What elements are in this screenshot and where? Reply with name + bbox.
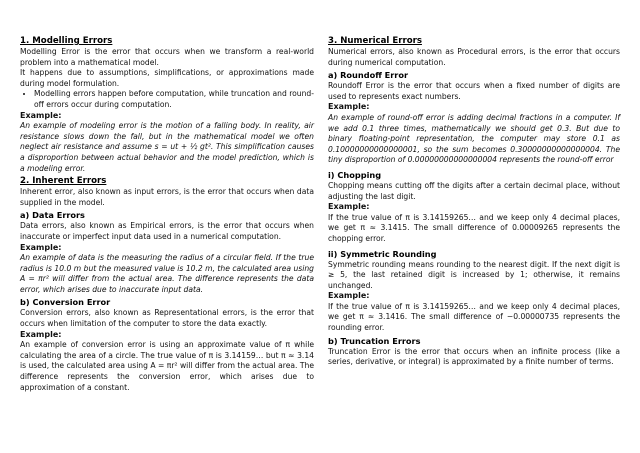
data-errors-example: An example of data is the measuring the radius of a circular field. If the true radius is 10.0 m but the measured value is 10.2 m, the calculated area using A = πr² will differ from the actual area. The difference represents the data error, which arises due to inaccurate input data.: [20, 253, 314, 294]
conversion-error-heading: b) Conversion Error: [20, 297, 111, 308]
numerical-definition: Numerical errors, also known as Procedural errors, is the error that occurs during numerical computation.: [328, 47, 620, 67]
symmetric-rounding-example: If the true value of π is 3.14159265… and we keep only 4 decimal places, we get π ≈ 3.1416. The small difference of −0.00000735 represents the rounding error.: [328, 301, 620, 333]
roundoff-example: An example of round-off error is adding decimal fractions in a computer. If we add 0.1 three times, mathematically we should get 0.3. But due to binary floating-point representation, the computer may store 0.1 as 0.10000000000000001, so the sum becomes 0.30000000000000004. The tiny disproportion of 0.00000000000000004 represents the round-off error: [328, 112, 620, 165]
data-errors-heading: a) Data Errors: [20, 210, 85, 221]
modelling-happens: It happens due to assumptions, simplifications, or approximations made during model formulation.: [20, 68, 314, 88]
modelling-bullet-list: [20, 89, 314, 110]
roundoff-error-heading: a) Roundoff Error: [328, 70, 409, 81]
chopping-example-label: Example:: [328, 202, 370, 212]
symmetric-rounding-definition: Symmetric rounding means rounding to the nearest digit. If the next digit is ≥ 5, the last retained digit is increased by 1; otherwise, it remains unchanged.: [328, 259, 620, 290]
inherent-errors-heading: 2. Inherent Errors: [20, 176, 107, 187]
symmetric-rounding-heading: ii) Symmetric Rounding: [328, 248, 437, 259]
data-errors-definition: Data errors, also known as Empirical errors, is the error that occurs when inaccurate or imperfect input data used in a numerical computation.: [20, 221, 314, 241]
data-errors-example-label: Example:: [20, 242, 62, 252]
modelling-example-label: Example:: [20, 110, 62, 120]
modelling-definition: Modelling Error is the error that occurs when we transform a real-world problem into a mathematical model.: [20, 47, 314, 67]
conversion-error-example: An example of conversion error is using an approximate value of π while calculating the area of a circle. The true value of π is 3.14159… but π ≈ 3.14 is used, the calculated area using A = πr² will differ from the actual area. The difference represents the conversion error, which arises due to approximation of a constant.: [20, 340, 314, 392]
truncation-errors-heading: b) Truncation Errors: [328, 335, 421, 346]
modelling-errors-heading: 1. Modelling Errors: [20, 36, 113, 46]
chopping-heading: i) Chopping: [328, 169, 382, 180]
right-column: [328, 36, 620, 368]
truncation-errors-definition: Truncation Error is the error that occurs when an infinite process (like a series, derivative, or integral) is approximated by a finite number of terms.: [328, 346, 620, 367]
numerical-errors-heading: 3. Numerical Errors: [328, 36, 422, 46]
chopping-example: If the true value of π is 3.14159265… and we keep only 4 decimal places, we get π ≈ 3.1415. The small difference of 0.00009265 represents the chopping error.: [328, 212, 620, 243]
conversion-error-definition: Conversion errors, also known as Representational errors, is the error that occurs when limitation of the computer to store the data exactly.: [20, 308, 314, 329]
chopping-definition: Chopping means cutting off the digits after a certain decimal place, without adjusting the last digit.: [328, 180, 620, 201]
roundoff-example-label: Example:: [328, 102, 370, 112]
conversion-error-example-label: Example:: [20, 329, 62, 339]
roundoff-error-definition: Roundoff Error is the error that occurs when a fixed number of digits are used to represents exact numbers.: [328, 81, 620, 101]
modelling-bullet: • Modelling errors happen before computation, while truncation and round-off errors occur during computation.: [34, 89, 314, 110]
left-column: [20, 36, 314, 393]
modelling-example: An example of modeling error is the motion of a falling body. In reality, air resistance slows down the fall, but in the mathematical model we often neglect air resistance and assume s = ut + ½ gt². This simplification causes a disproportion between actual behavior and the model prediction, which is a modeling error.: [20, 121, 314, 173]
inherent-definition: Inherent error, also known as input errors, is the error that occurs when data supplied in the model.: [20, 187, 314, 207]
symmetric-rounding-example-label: Example:: [328, 291, 370, 301]
